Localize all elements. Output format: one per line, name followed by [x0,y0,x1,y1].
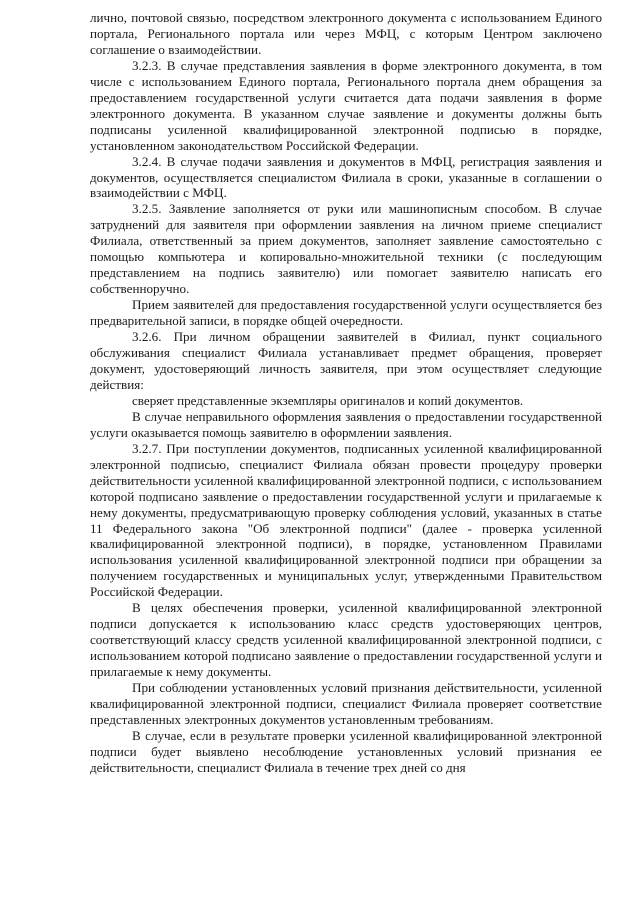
paragraph-incorrect-form: В случае неправильного оформления заявления о предоставлении государственной услуги оказывается помощь заявителю в оформлении заявления. [90,408,602,440]
paragraph-3-2-7: 3.2.7. При поступлении документов, подписанных усиленной квалифицированной электронной подписью, специалист Филиала обязан провести процедуру проверки действительности усиленной квалифицированной электронной подписи, с использованием которой подписано заявление о предоставлении государственной услуги и прилагаемые к нему документы, предусматривающую проверку соблюдения условий, указанных в статье 11 Федерального закона "Об электронной подписи" (далее - проверка усиленной квалифицированной электронной подписи), в порядке, установленном Правилами использования усиленной квалифицированной электронной подписи при обращении за получением государственных и муниципальных услуг, утвержденными Правительством Российской Федерации. [90,440,602,600]
paragraph-3-2-3: 3.2.3. В случае представления заявления в форме электронного документа, в том числе с использованием Единого портала, Регионального портала днем обращения за предоставлением государственной услуги считается дата подачи заявления в форме электронного документа. В указанном случае заявление и документы должны быть подписаны усиленной квалифицированной электронной подписью в порядке, установленном законодательством Российской Федерации. [90,57,602,153]
paragraph-validity-check: При соблюдении установленных условий признания действительности, усиленной квалифицированной электронной подписи, специалист Филиала проверяет соответствие представленных электронных документов установленным требованиям. [90,680,602,727]
document-page [90,10,602,776]
paragraph-3-2-6: 3.2.6. При личном обращении заявителей в Филиал, пункт социального обслуживания специалист Филиала устанавливает предмет обращения, проверяет документ, удостоверяющий личность заявителя, при этом осуществляет следующие действия: [90,329,602,392]
paragraph-3-2-5: 3.2.5. Заявление заполняется от руки или машинописным способом. В случае затруднений для заявителя при оформлении заявления на личном приеме специалист Филиала, ответственный за прием документов, заполняет заявление самостоятельно с помощью компьютера и копировально-множительной техники (с последующим представлением на подпись заявителю) или помогает заявителю написать его собственноручно. [90,201,602,297]
paragraph-reception: Прием заявителей для предоставления государственной услуги осуществляется без предварительной записи, в порядке общей очередности. [90,297,602,329]
paragraph-3-2-2-end: лично, почтовой связью, посредством электронного документа с использованием Единого портала, Регионального портала или через МФЦ, с которым Центром заключено соглашение о взаимодействии. [90,10,602,57]
paragraph-certificate-class: В целях обеспечения проверки, усиленной квалифицированной электронной подписи допускается к использованию класс средств удостоверяющих центров, соответствующий классу средств усиленной квалифицированной электронной подписи, с использованием которой подписано заявление о предоставлении государственной услуги и прилагаемые к нему документы. [90,600,602,680]
paragraph-3-2-4: 3.2.4. В случае подачи заявления и документов в МФЦ, регистрация заявления и документов, осуществляется специалистом Филиала в сроки, указанные в соглашении о взаимодействии с МФЦ. [90,153,602,201]
paragraph-noncompliance: В случае, если в результате проверки усиленной квалифицированной электронной подписи будет выявлено несоблюдение установленных условий признания ее действительности, специалист Филиала в течение трех дней со дня [90,727,602,775]
paragraph-verify-copies: сверяет представленные экземпляры оригиналов и копий документов. [132,392,524,408]
